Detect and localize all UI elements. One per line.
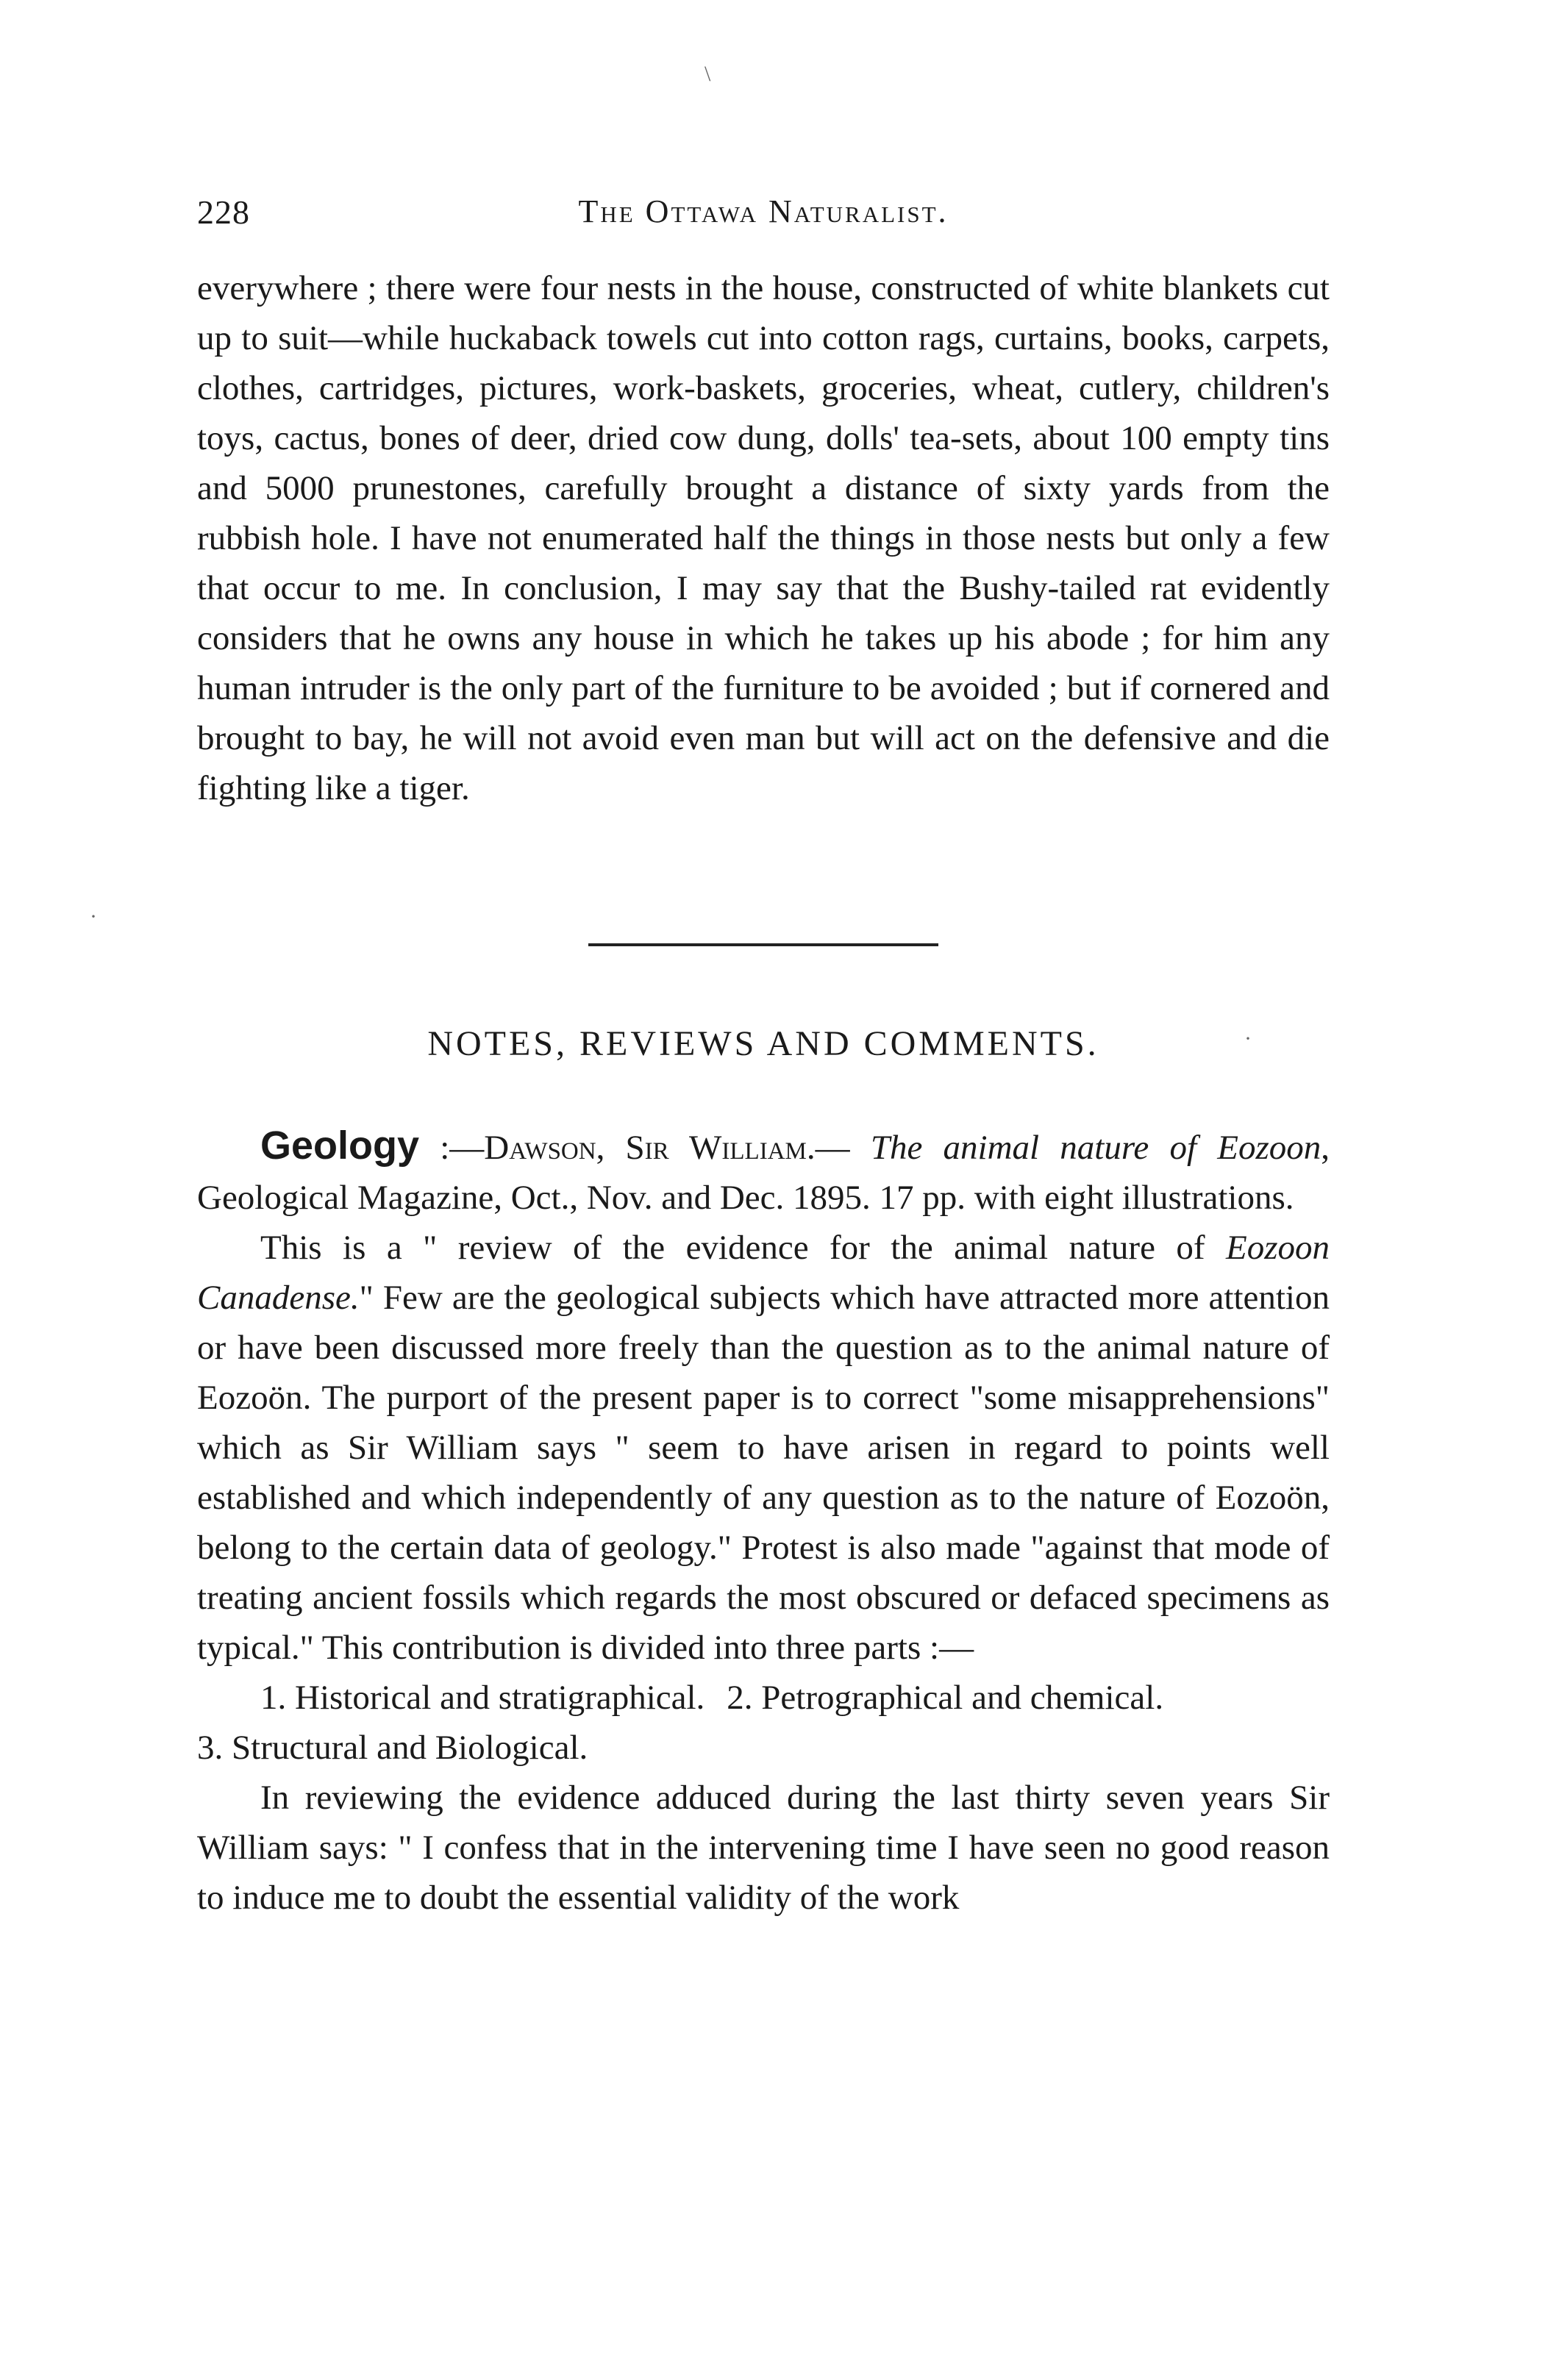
scan-speck: · [1244,1026,1252,1051]
list-item: 3. Structural and Biological. [197,1729,588,1767]
review-citation [197,1121,1330,1223]
page-number: 228 [197,193,250,231]
review-entry [197,1121,1330,1923]
section-heading: NOTES, REVIEWS AND COMMENTS. [427,1024,1099,1063]
review-text: This is a " review of the evidence for the animal nature of [260,1229,1226,1267]
body-paragraph: everywhere ; there were four nests in the house, constructed of white blankets cut up to suit—while huckaback towels cut into cotton rags, curtains, books, carpets, clothes, cartridges, pictures, work-baskets, groceries, wheat, cutlery, children's toys, cactus, bones of deer, dried cow dung, dolls' tea-sets, about 100 empty tins and 5000 prunestones, carefully brought a distance of sixty yards from the rubbish hole. I have not enumerated half the things in those nests but only a few that occur to me. In conclusion, I may say that the Bushy-tailed rat evidently considers that he owns any house in which he takes up his abode ; for him any human intruder is the only part of the furniture to be avoided ; but if cornered and brought to bay, he will not avoid even man but will act on the defensive and die fighting like a tiger. [197,269,1330,807]
parts-list [197,1723,1330,1773]
review-author: Dawson, Sir William. [484,1129,816,1167]
running-title: The Ottawa Naturalist. [578,193,949,229]
continued-paragraph [197,263,1330,813]
review-source: , Geological Magazine, Oct., Nov. and Dec. 1895. 17 pp. with eight illustrations. [197,1129,1330,1217]
review-subject: Geology [260,1123,420,1168]
species-name: Eozoon Canadense. [197,1229,1330,1317]
author-dash: — [815,1129,871,1167]
review-paragraph: In reviewing the evidence adduced during the last thirty seven years Sir William says: " I confess that in the intervening time I have seen no good reason to induce me to doubt the essential validity of the work [197,1779,1330,1917]
list-item: 2. Petrographical and chemical. [727,1679,1164,1717]
list-item: 1. Historical and stratigraphical. [260,1679,705,1717]
review-text: " Few are the geological subjects which have attracted more attention or have been discussed more freely than the question as to the animal nature of Eozoön. The purport of the present paper is to correct "some misapprehensions" which as Sir William says " seem to have arisen in regard to points well established and which independently of any question as to the nature of Eozoön, belong to the certain data of geology." Protest is also made "against that mode of treating ancient fossils which regards the most obscured or defaced specimens as typical." This contribution is divided into three parts :— [197,1279,1330,1667]
page-header [197,193,1330,244]
scan-speck: \ [705,62,711,86]
review-paragraph [197,1223,1330,1673]
review-work-title: The animal nature of Eozoon [870,1129,1321,1167]
subject-separator: :— [419,1129,485,1167]
scan-speck: · [90,904,97,929]
parts-list [197,1673,1330,1723]
section-divider [588,943,938,946]
